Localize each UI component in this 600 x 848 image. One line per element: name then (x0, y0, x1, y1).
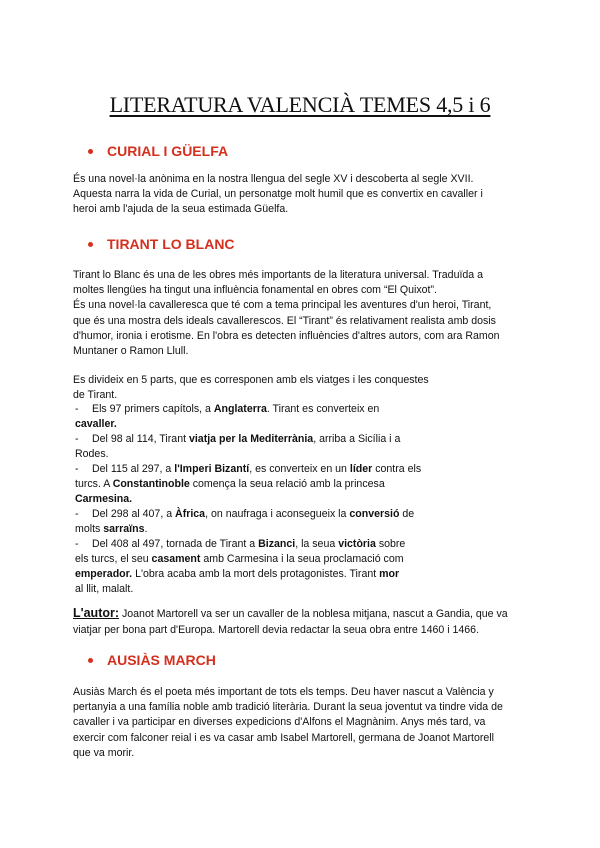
text-line: És una novel·la anònima en la nostra llengua del segle XV i descoberta al segle XVII. (73, 173, 474, 185)
text-line: moltes llengües ha tingut una influència fonamental en obres com “El Quixot”. (73, 284, 437, 297)
author-label: L'autor: (73, 606, 120, 620)
text-bold: viatja per la Mediterrània (188, 433, 314, 445)
text-line: que va morir. (73, 746, 135, 759)
list-dash: - (75, 538, 79, 550)
text-bold: Anglaterra (213, 403, 267, 415)
text-run: de (399, 508, 415, 520)
text-run: , la seua (295, 538, 339, 550)
text-line: exercir com falconer reial i es va casar amb Isabel Martorell, germana de Joanot Martorell (73, 731, 494, 744)
list-dash: - (75, 403, 79, 415)
text-line: pertanyia a una família noble amb tradició literària. Durant la seua joventut va tindre vida de (73, 701, 503, 714)
parts-intro (73, 373, 533, 403)
text-bold: mor (379, 568, 400, 580)
text-bold: cavaller. (75, 418, 117, 430)
list-item-part1-cont (75, 417, 117, 432)
list-item-part5-cont3 (75, 582, 133, 597)
list-item-part3-cont2 (75, 492, 132, 507)
text-run: L'obra acaba amb la mort dels protagonistes. Tirant (132, 568, 380, 580)
text-line: cavaller i va participar en diverses expedicions d'Alfons el Magnànim. Anys més tard, va (73, 716, 486, 729)
list-item-part3-cont (75, 477, 385, 492)
text-run: Del 98 al 114, Tirant (92, 433, 189, 445)
list-item-part4-cont (75, 522, 147, 537)
text-run: Del 115 al 297, a (92, 463, 175, 475)
text-run: contra els (372, 463, 422, 475)
text-bold: Bizanci (258, 538, 296, 550)
text-bold: Constantinoble (112, 478, 190, 490)
text-run: . Tirant es converteix en (266, 403, 380, 415)
list-item-part5-cont2 (75, 567, 399, 582)
text-run: , on naufraga i aconsegueix la (205, 508, 350, 520)
heading-text: AUSIÀS MARCH (107, 652, 216, 668)
page-title: LITERATURA VALENCIÀ TEMES 4,5 i 6 (109, 92, 491, 117)
text-bold: Carmesina. (75, 493, 133, 505)
heading-text: TIRANT LO BLANC (107, 236, 235, 252)
heading-text: CURIAL I GÜELFA (107, 143, 229, 159)
text-bold: casament (151, 553, 201, 565)
list-item-part5 (92, 537, 405, 552)
section-heading-ausias (88, 652, 216, 668)
text-line: de Tirant. (73, 389, 118, 402)
list-dash: - (75, 433, 79, 445)
list-dash: - (75, 508, 79, 520)
text-bold: emperador. (75, 568, 133, 580)
text-run: els turcs, el seu (75, 553, 152, 565)
ausias-paragraph (73, 685, 533, 761)
text-run: Del 298 al 407, a (92, 508, 176, 520)
bullet-icon (88, 149, 93, 154)
text-run: comença la seua relació amb la princesa (189, 478, 385, 490)
text-bold: Àfrica (175, 508, 206, 520)
text-bold: conversió (349, 508, 400, 520)
text-bold: l'Imperi Bizantí (174, 463, 250, 475)
text-line: Es divideix en 5 parts, que es corresponen amb els viatges i les conquestes (73, 374, 429, 386)
text-run: Del 408 al 497, tornada de Tirant a (92, 538, 259, 550)
text-line: És una novel·la cavalleresca que té com a tema principal les aventures d'un heroi, Tirant, (73, 299, 492, 312)
list-item-part2 (92, 432, 400, 447)
list-dash: - (75, 463, 79, 475)
curial-paragraph (73, 172, 533, 218)
text-run: molts (75, 523, 104, 535)
text-run: turcs. A (75, 478, 113, 490)
text-run: Rodes. (75, 448, 109, 460)
text-line: Ausiàs March és el poeta més important de tots els temps. Deu haver nascut a València y (73, 686, 494, 698)
text-line: Aquesta narra la vida de Curial, un personatge molt humil que es convertix en cavaller i (73, 188, 483, 201)
list-item-part3 (92, 462, 421, 477)
text-run: al llit, malalt. (75, 583, 134, 595)
list-item-part1 (92, 402, 379, 417)
author-line (73, 606, 508, 622)
text-run: sobre (375, 538, 406, 550)
text-run: , arriba a Sicília i a (313, 433, 401, 445)
text-run: Joanot Martorell va ser un cavaller de la noblesa mitjana, nascut a Gandia, que va (119, 608, 508, 620)
text-line: Muntaner o Ramon Llull. (73, 345, 189, 358)
text-run: amb Carmesina i la seua proclamació com (200, 553, 404, 565)
section-heading-tirant (88, 236, 235, 252)
text-bold: victòria (338, 538, 376, 550)
text-bold: sarraïns (103, 523, 145, 535)
text-line: que és una mostra dels ideals cavallerescos. El “Tirant” és relativament realista amb dosis (73, 314, 496, 327)
bullet-icon (88, 242, 93, 247)
author-line-cont (73, 623, 479, 638)
text-line: Tirant lo Blanc és una de les obres més importants de la literatura universal. Traduïda a (73, 269, 484, 281)
text-run: viatjar per bona part d'Europa. Martorell devia redactar la seua obra entre 1460 i 1466. (73, 624, 480, 636)
list-item-part5-cont (75, 552, 404, 567)
section-heading-curial (88, 143, 228, 159)
text-run: , es converteix en un (249, 463, 350, 475)
bullet-icon (88, 658, 93, 663)
text-bold: líder (349, 463, 373, 475)
text-line: heroi amb l'ajuda de la seua estimada Güelfa. (73, 203, 289, 216)
text-run: Els 97 primers capítols, a (92, 403, 214, 415)
tirant-paragraph (73, 268, 533, 359)
text-run: . (144, 523, 148, 535)
list-item-part2-cont (75, 447, 109, 462)
list-item-part4 (92, 507, 414, 522)
text-line: d'humor, ironia i erotisme. En l'obra es detecten influències d'altres autors, com ara Ramon (73, 329, 500, 342)
